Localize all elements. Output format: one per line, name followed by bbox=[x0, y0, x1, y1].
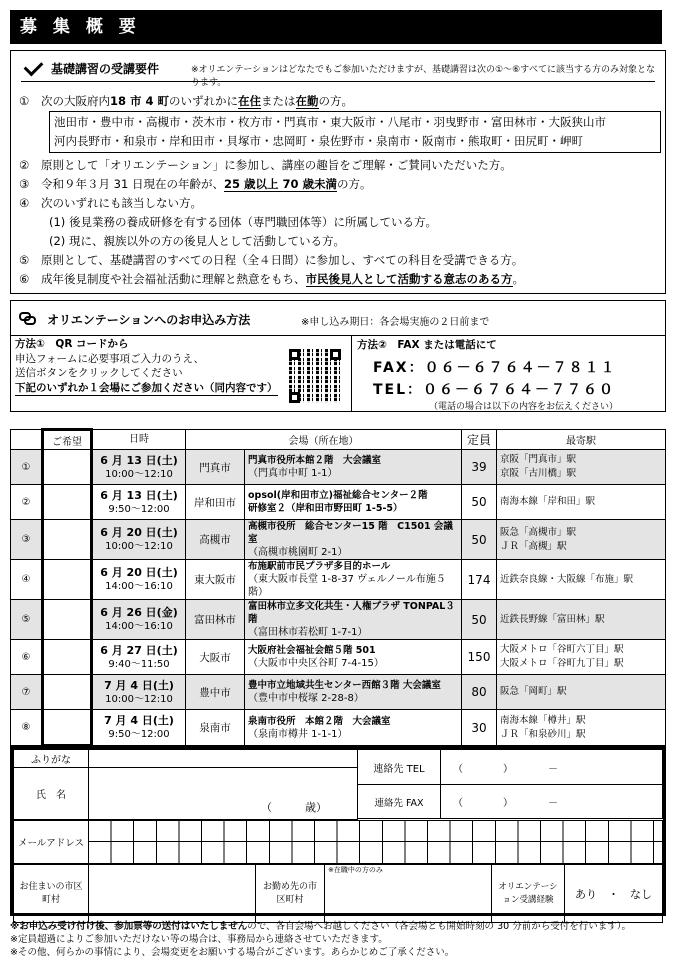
session-city: 東大阪市 bbox=[186, 560, 245, 600]
orientation-deadline-note: ※申し込み期日：各会場実施の２日前まで bbox=[301, 317, 490, 328]
column-header: 会場（所在地） bbox=[186, 430, 462, 450]
method-fax-tel bbox=[357, 337, 497, 352]
tel-label: 連絡先 TEL bbox=[358, 750, 441, 785]
hope-checkbox[interactable] bbox=[43, 640, 92, 675]
session-city: 高槻市 bbox=[186, 520, 245, 560]
orientation-header bbox=[11, 301, 665, 336]
session-venue: 大阪府社会福祉会館５階 501 （大阪市中央区谷町 7-4-15） bbox=[245, 640, 462, 675]
application-form bbox=[10, 746, 666, 916]
tel-number: TEL：０６－６７６４－７７６０ bbox=[373, 382, 616, 398]
furigana-label: ふりがな bbox=[14, 750, 89, 768]
row-number: ① bbox=[11, 450, 43, 485]
experience-label: オリエンテーション受講経験 bbox=[492, 865, 565, 923]
hope-checkbox[interactable] bbox=[43, 675, 92, 710]
session-venue: 門真市役所本館２階 大会議室 （門真市中町 1-1） bbox=[245, 450, 462, 485]
session-city: 泉南市 bbox=[186, 710, 245, 746]
hope-checkbox[interactable] bbox=[43, 600, 92, 640]
orientation-heading: オリエンテーションへのお申込み方法 bbox=[47, 313, 251, 327]
row-number: ③ bbox=[11, 520, 43, 560]
session-capacity: 50 bbox=[462, 485, 497, 520]
fax-label: 連絡先 FAX bbox=[358, 785, 441, 819]
column-header bbox=[11, 430, 43, 450]
method1-line: 下記のいずれか１会場にご参加ください（同内容です） bbox=[15, 381, 278, 397]
session-datetime: 6 月 26 日(金) 14:00～16:10 bbox=[92, 600, 186, 640]
footer-notes bbox=[10, 920, 631, 959]
session-station: 南海本線「岸和田」駅 bbox=[497, 485, 666, 520]
session-station: 南海本線「樽井」駅 ＪＲ「和泉砂川」駅 bbox=[497, 710, 666, 746]
city-list-line: 池田市・豊中市・高槻市・茨木市・枚方市・門真市・東大阪市・八尾市・羽曳野市・富田林市・大阪狭山市 bbox=[54, 115, 606, 129]
session-station: 大阪メトロ「谷町六丁目」駅 大阪メトロ「谷町九丁目」駅 bbox=[497, 640, 666, 675]
note-line: ※お申込み受け付け後、参加票等の送付はいたしませんので、各自会場へお越しください（各会場とも開始時刻の 30 分前から受付を行います）。 bbox=[10, 921, 631, 932]
session-datetime: 6 月 20 日(土) 10:00～12:10 bbox=[92, 520, 186, 560]
qr-code-icon[interactable] bbox=[289, 349, 341, 403]
session-capacity: 50 bbox=[462, 520, 497, 560]
row-number: ④ bbox=[11, 560, 43, 600]
note-line: ※定員超過によりご参加いただけない等の場合は、事務局から連絡させていただきます。 bbox=[10, 934, 388, 945]
hope-checkbox[interactable] bbox=[43, 560, 92, 600]
method1-line: 申込フォームに必要事項ご入力のうえ、 bbox=[15, 352, 205, 365]
session-datetime: 6 月 13 日(土) 9:50～12:00 bbox=[92, 485, 186, 520]
session-city: 富田林市 bbox=[186, 600, 245, 640]
requirement-1: ① 次の大阪府内18 市 4 町のいずれかに在住または在勤の方。 bbox=[19, 94, 354, 108]
residence-input[interactable] bbox=[89, 865, 256, 923]
requirement-6: ⑥ 成年後見制度や社会福祉活動に理解と熱意をもち、市民後見人として活動する意志のある方。 bbox=[19, 272, 524, 286]
table-row bbox=[11, 675, 666, 710]
fax-number: FAX：０６－６７６４－７８１１ bbox=[373, 360, 617, 376]
session-capacity: 174 bbox=[462, 560, 497, 600]
table-row bbox=[11, 450, 666, 485]
hope-checkbox[interactable] bbox=[43, 520, 92, 560]
hope-checkbox[interactable] bbox=[43, 485, 92, 520]
city-list-box bbox=[49, 111, 661, 153]
column-header: 定員 bbox=[462, 430, 497, 450]
session-datetime: 7 月 4 日(土) 10:00～12:10 bbox=[92, 675, 186, 710]
session-capacity: 80 bbox=[462, 675, 497, 710]
hope-checkbox[interactable] bbox=[43, 450, 92, 485]
session-station: 阪急「高槻市」駅 ＪＲ「高槻」駅 bbox=[497, 520, 666, 560]
table-row bbox=[11, 600, 666, 640]
table-row bbox=[11, 710, 666, 746]
requirements-note: ※オリエンテーションはどなたでもご参加いただけますが、基礎講習は次の①～⑥すべてに該当する方のみ対象となります。 bbox=[191, 65, 655, 88]
requirement-4: ④ 次のいずれにも該当しない方。 bbox=[19, 196, 202, 210]
row-number: ⑤ bbox=[11, 600, 43, 640]
session-capacity: 50 bbox=[462, 600, 497, 640]
session-city: 岸和田市 bbox=[186, 485, 245, 520]
fax-input[interactable]: （ ） － bbox=[441, 785, 663, 819]
column-header: 最寄駅 bbox=[497, 430, 666, 450]
note-line: ※その他、何らかの事情により、会場変更をお願いする場合がございます。あらかじめご了承ください。 bbox=[10, 947, 455, 958]
table-header-row bbox=[11, 430, 666, 450]
session-venue: 高槻市役所 総合センター15 階 C1501 会議室 （高槻市桃園町 2-1） bbox=[245, 520, 462, 560]
column-header-hope: ご希望 bbox=[43, 430, 92, 450]
session-venue: 泉南市役所 本館２階 大会議室 （泉南市樽井 1-1-1） bbox=[245, 710, 462, 746]
method1-title: 方法① QR コードから bbox=[15, 338, 129, 350]
email-label: メールアドレス bbox=[14, 821, 89, 864]
session-station: 近鉄長野線「富田林」駅 bbox=[497, 600, 666, 640]
link-icon bbox=[19, 312, 33, 322]
session-venue: 布施駅前市民プラザ多目的ホール （東大阪市長堂 1-8-37 ヴェルノール布施５階） bbox=[245, 560, 462, 600]
tel-input[interactable]: （ ） － bbox=[441, 750, 663, 785]
table-row bbox=[11, 520, 666, 560]
session-capacity: 150 bbox=[462, 640, 497, 675]
hope-checkbox[interactable] bbox=[43, 710, 92, 746]
residence-label: お住まいの市区町村 bbox=[14, 865, 89, 923]
row-number: ② bbox=[11, 485, 43, 520]
email-input[interactable] bbox=[89, 821, 663, 864]
method-qr bbox=[15, 337, 278, 396]
page-title: 募 集 概 要 bbox=[10, 10, 662, 44]
check-icon bbox=[24, 57, 44, 77]
table-row bbox=[11, 560, 666, 600]
requirements-header bbox=[21, 55, 655, 88]
session-city: 豊中市 bbox=[186, 675, 245, 710]
session-city: 大阪市 bbox=[186, 640, 245, 675]
session-datetime: 7 月 4 日(土) 9:50～12:00 bbox=[92, 710, 186, 746]
name-input[interactable]: （ 歳） bbox=[89, 768, 358, 820]
session-datetime: 6 月 13 日(土) 10:00～12:10 bbox=[92, 450, 186, 485]
requirements-heading: 基礎講習の受講要件 bbox=[51, 62, 160, 76]
requirement-3: ③ 令和９年３月 31 日現在の年齢が、25 歳以上 70 歳未満の方。 bbox=[19, 177, 372, 191]
table-row bbox=[11, 485, 666, 520]
work-label: お勤め先の市区町村 bbox=[256, 865, 325, 923]
session-capacity: 30 bbox=[462, 710, 497, 746]
session-datetime: 6 月 27 日(土) 9:40～11:50 bbox=[92, 640, 186, 675]
session-venue: 富田林市立多文化共生・人権プラザ TONPAL３階 （富田林市若松町 1-7-1） bbox=[245, 600, 462, 640]
requirements-box bbox=[10, 50, 666, 294]
requirement-4-sub1: (1) 後見業務の養成研修を有する団体（専門職団体等）に所属している方。 bbox=[49, 215, 437, 229]
tel-note: （電話の場合は以下の内容をお伝えください） bbox=[429, 402, 619, 412]
method2-title: 方法② FAX または電話にて bbox=[357, 339, 497, 351]
session-station: 近鉄奈良線・大阪線「布施」駅 bbox=[497, 560, 666, 600]
city-list-line: 河内長野市・和泉市・岸和田市・貝塚市・忠岡町・泉佐野市・泉南市・阪南市・熊取町・田尻町・岬町 bbox=[54, 134, 583, 148]
session-venue: 豊中市立地域共生センター西館３階 大会議室 （豊中市中桜塚 2-28-8） bbox=[245, 675, 462, 710]
session-capacity: 39 bbox=[462, 450, 497, 485]
column-header: 日時 bbox=[92, 430, 186, 450]
session-station: 阪急「岡町」駅 bbox=[497, 675, 666, 710]
furigana-input[interactable] bbox=[89, 750, 358, 768]
name-label: 氏 名 bbox=[14, 768, 89, 820]
session-station: 京阪「門真市」駅 京阪「古川橋」駅 bbox=[497, 450, 666, 485]
row-number: ⑦ bbox=[11, 675, 43, 710]
session-city: 門真市 bbox=[186, 450, 245, 485]
requirement-2: ② 原則として「オリエンテーション」に参加し、講座の趣旨をご理解・ご賛同いただいた方。 bbox=[19, 158, 512, 172]
orientation-box bbox=[10, 300, 666, 412]
work-input[interactable]: ※在職中の方のみ bbox=[325, 865, 492, 923]
sessions-table bbox=[10, 428, 666, 747]
requirement-5: ⑤ 原則として、基礎講習のすべての日程（全４日間）に参加し、すべての科目を受講できる方。 bbox=[19, 253, 524, 267]
method1-line: 送信ボタンをクリックしてください bbox=[15, 367, 183, 379]
session-venue: opsol(岸和田市立)福祉総合センター２階 研修室２（岸和田市野田町 1-5-5） bbox=[245, 485, 462, 520]
experience-choice[interactable]: あり ・ なし bbox=[565, 865, 663, 923]
row-number: ⑥ bbox=[11, 640, 43, 675]
requirement-4-sub2: (2) 現に、親族以外の方の後見人として活動している方。 bbox=[49, 234, 345, 248]
row-number: ⑧ bbox=[11, 710, 43, 746]
session-datetime: 6 月 20 日(土) 14:00～16:10 bbox=[92, 560, 186, 600]
table-row bbox=[11, 640, 666, 675]
